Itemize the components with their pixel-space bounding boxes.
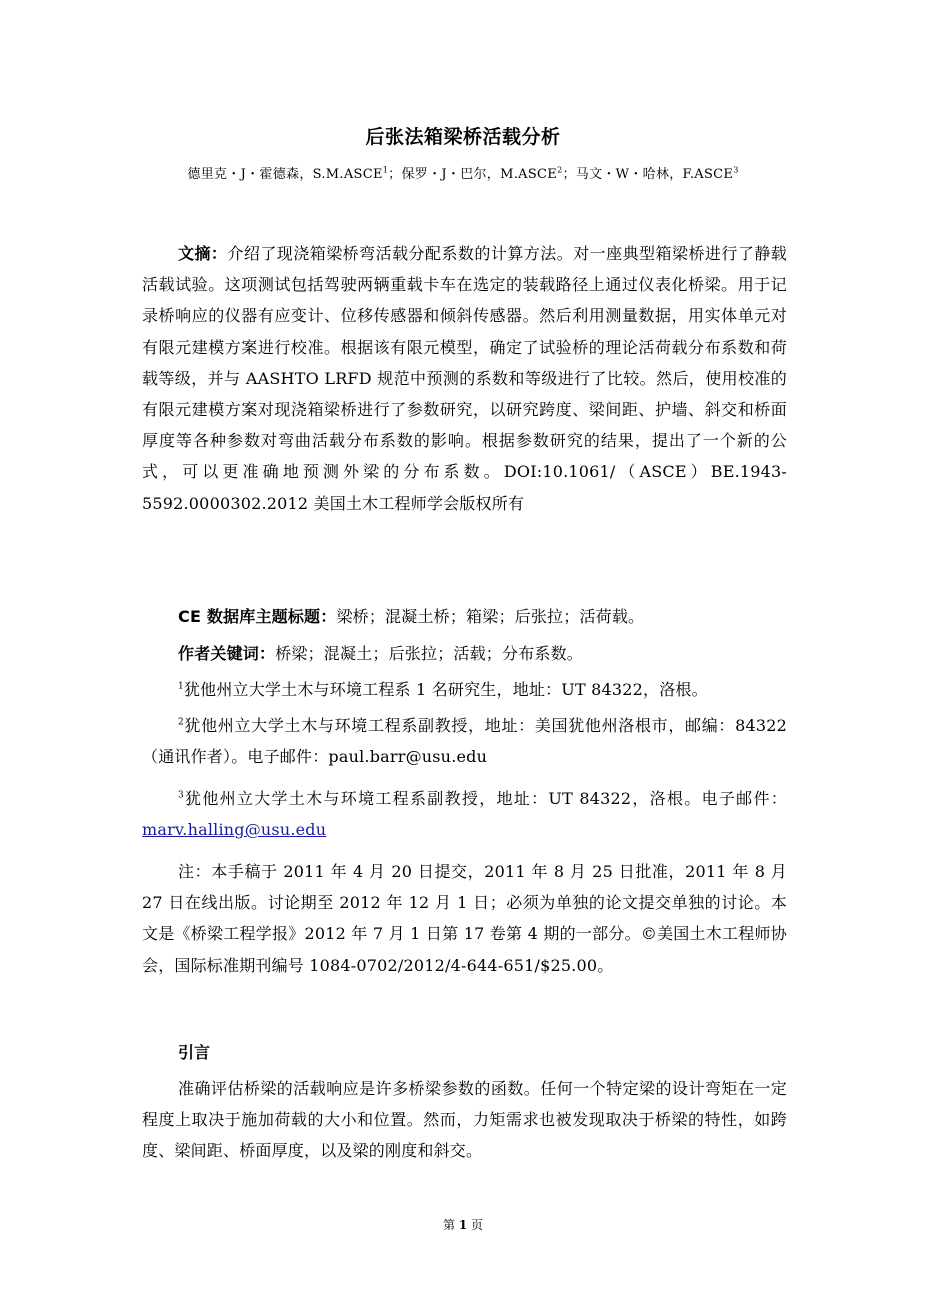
page-number-suffix: 页 xyxy=(471,1218,484,1232)
footnote-mark: 1 xyxy=(178,681,184,692)
footnote-text: 犹他州立大学土木与环境工程系副教授，地址：UT 84322，洛根。电子邮件： xyxy=(183,789,787,808)
footnote-text: 犹他州立大学土木与环境工程系 1 名研究生，地址：UT 84322，洛根。 xyxy=(183,680,708,699)
subject-headings-label: CE 数据库主题标题： xyxy=(178,607,337,626)
subject-headings xyxy=(142,601,787,632)
author-separator: ； xyxy=(562,167,576,182)
page-number-value: 1 xyxy=(458,1218,468,1232)
author-1-affiliation-mark: 1 xyxy=(382,165,389,175)
footnote-mark: 3 xyxy=(178,790,184,801)
author-line xyxy=(0,163,926,182)
author-keywords-label: 作者关键词： xyxy=(178,644,276,663)
abstract-paragraph xyxy=(142,238,787,519)
author-2: 保罗・J・巴尔，M.ASCE xyxy=(401,167,558,182)
author-separator: ； xyxy=(388,167,402,182)
subject-headings-text: 梁桥；混凝土桥；箱梁；后张拉；活荷载。 xyxy=(336,607,645,626)
author-3: 马文・W・哈林，F.ASCE xyxy=(575,167,734,182)
footnote-mark: 2 xyxy=(178,717,184,728)
paper-title: 后张法箱梁桥活载分析 xyxy=(365,126,561,148)
page-number-prefix: 第 xyxy=(442,1218,455,1232)
author-3-affiliation-mark: 3 xyxy=(733,165,739,175)
footnote-1 xyxy=(142,674,787,705)
author-keywords-text: 桥梁；混凝土；后张拉；活载；分布系数。 xyxy=(275,644,584,663)
abstract-text: 介绍了现浇箱梁桥弯活载分配系数的计算方法。对一座典型箱梁桥进行了静载活载试验。这项测试包括驾驶两辆重载卡车在选定的装载路径上通过仪表化桥梁。用于记录桥响应的仪器有应变计、位移传感器和倾斜传感器。然后利用测量数据，用实体单元对有限元建模方案进行校准。根据该有限元模型，确定了试验桥的理论活荷载分布系数和荷载等级，并与 AASHTO LRFD 规范中预测的系数和等级进行了比较。然后，使用校准的有限元建模方案对现浇箱梁桥进行了参数研究，以研究跨度、梁间距、护墙、斜交和桥面厚度等各种参数对弯曲活载分布系数的影响。根据参数研究的结果，提出了一个新的公式，可以更准确地预测外梁的分布系数。DOI:10.1061/（ASCE）BE.1943-5592.0000302.2012 美国土木工程师学会版权所有 xyxy=(142,244,787,513)
submission-note: 注：本手稿于 2011 年 4 月 20 日提交，2011 年 8 月 25 日批准，2011 年 8 月 27 日在线出版。讨论期至 2012 年 12 月 1 日；必须为单独的论文提交单独的讨论。本文是《桥梁工程学报》2012 年 7 月 1 日第 17 卷第 4 期的一部分。©美国土木工程师协会，国际标准期刊编号 1084-0702/2012/4-644-651/$25.00。 xyxy=(142,862,787,975)
section-heading-introduction: 引言 xyxy=(178,1043,211,1062)
author-1: 德里克・J・霍德森，S.M.ASCE xyxy=(187,167,383,182)
email-link[interactable]: marv.halling@usu.edu xyxy=(142,820,327,840)
abstract-label: 文摘： xyxy=(178,244,228,263)
page-number xyxy=(0,1216,926,1233)
author-keywords xyxy=(142,638,787,669)
author-2-affiliation-mark: 2 xyxy=(557,165,563,175)
footnote-text: 犹他州立大学土木与环境工程系副教授，地址：美国犹他州洛根市，邮编：84322（通讯作者）。电子邮件：paul.barr@usu.edu xyxy=(142,716,787,767)
introduction-paragraph: 准确评估桥梁的活载响应是许多桥梁参数的函数。任何一个特定梁的设计弯矩在一定程度上取决于施加荷载的大小和位置。然而，力矩需求也被发现取决于桥梁的特性，如跨度、梁间距、桥面厚度，以及梁的刚度和斜交。 xyxy=(142,1079,787,1161)
footnote-3 xyxy=(142,783,787,845)
footnote-2 xyxy=(142,710,787,772)
